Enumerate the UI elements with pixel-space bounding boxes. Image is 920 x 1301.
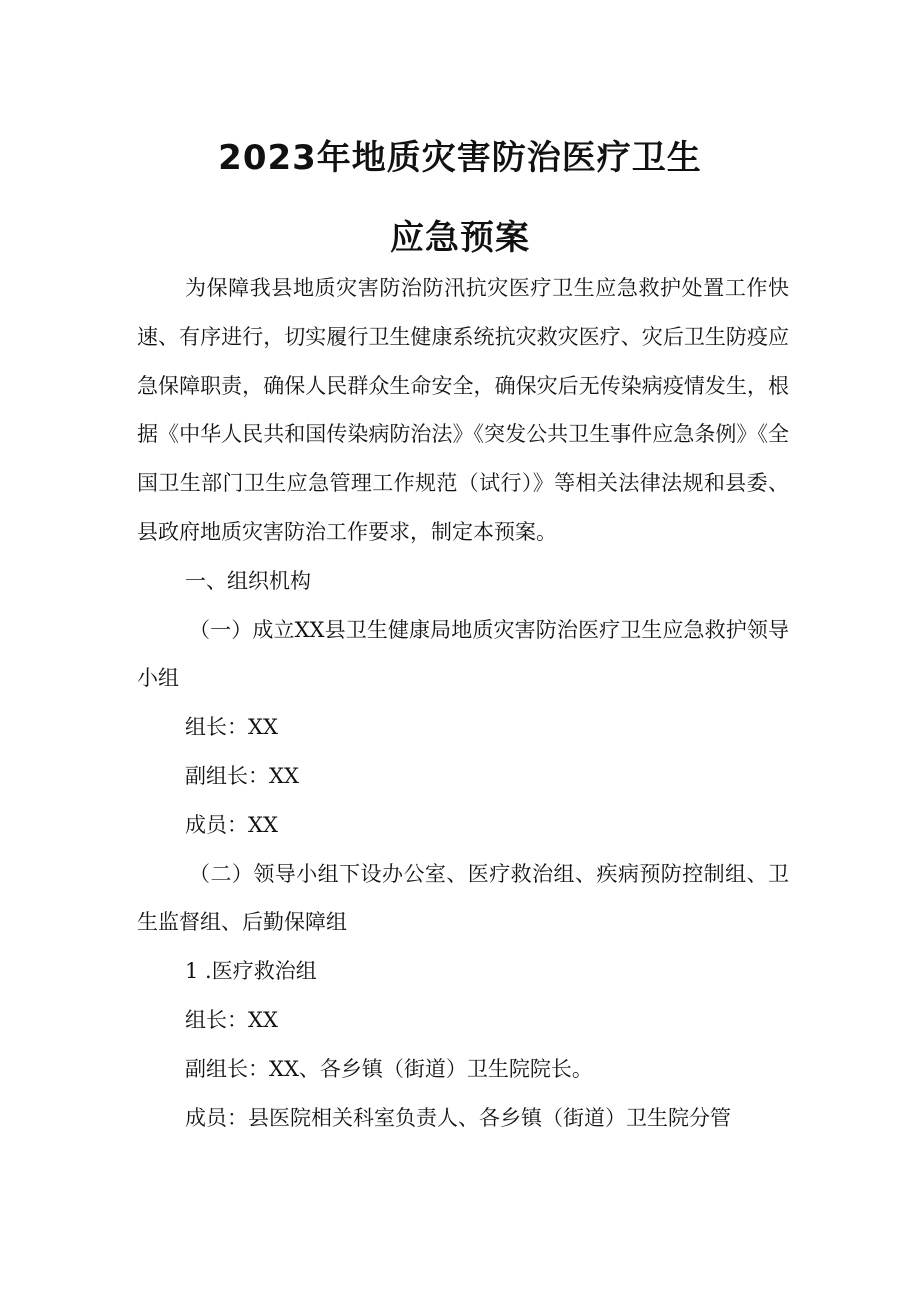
document-body <box>137 264 789 1142</box>
leadership-group-leader: 组长：XX <box>185 715 278 740</box>
section-heading-organization: 一、组织机构 <box>185 568 311 593</box>
subsection-heading-working-groups: （二）领导小组下设办公室、医疗救治组、疾病预防控制组、卫生监督组、后勤保障组 <box>137 861 789 935</box>
document-title-line-1: 2023年地质灾害防治医疗卫生 <box>218 138 702 178</box>
medical-treatment-group-leader: 组长：XX <box>185 1007 278 1032</box>
medical-treatment-group-deputy: 副组长：XX、各乡镇（街道）卫生院院长。 <box>185 1056 593 1081</box>
medical-treatment-group-members: 成员：县医院相关科室负责人、各乡镇（街道）卫生院分管 <box>185 1105 731 1130</box>
leadership-group-members: 成员：XX <box>185 812 278 837</box>
subsection-heading-leadership-group: （一）成立XX县卫生健康局地质灾害防治医疗卫生应急救护领导小组 <box>137 617 789 691</box>
medical-treatment-group-heading: 1 .医疗救治组 <box>185 959 317 984</box>
document-title-line-2: 应急预案 <box>390 218 530 258</box>
intro-paragraph: 为保障我县地质灾害防治防汛抗灾医疗卫生应急救护处置工作快速、有序进行，切实履行卫生健康系统抗灾救灾医疗、灾后卫生防疫应急保障职责，确保人民群众生命安全，确保灾后无传染病疫情发生，根据《中华人民共和国传染病防治法》《突发公共卫生事件应急条例》《全国卫生部门卫生应急管理工作规范（试行）》等相关法律法规和县委、县政府地质灾害防治工作要求，制定本预案。 <box>137 276 789 544</box>
leadership-group-deputy: 副组长：XX <box>185 763 299 788</box>
